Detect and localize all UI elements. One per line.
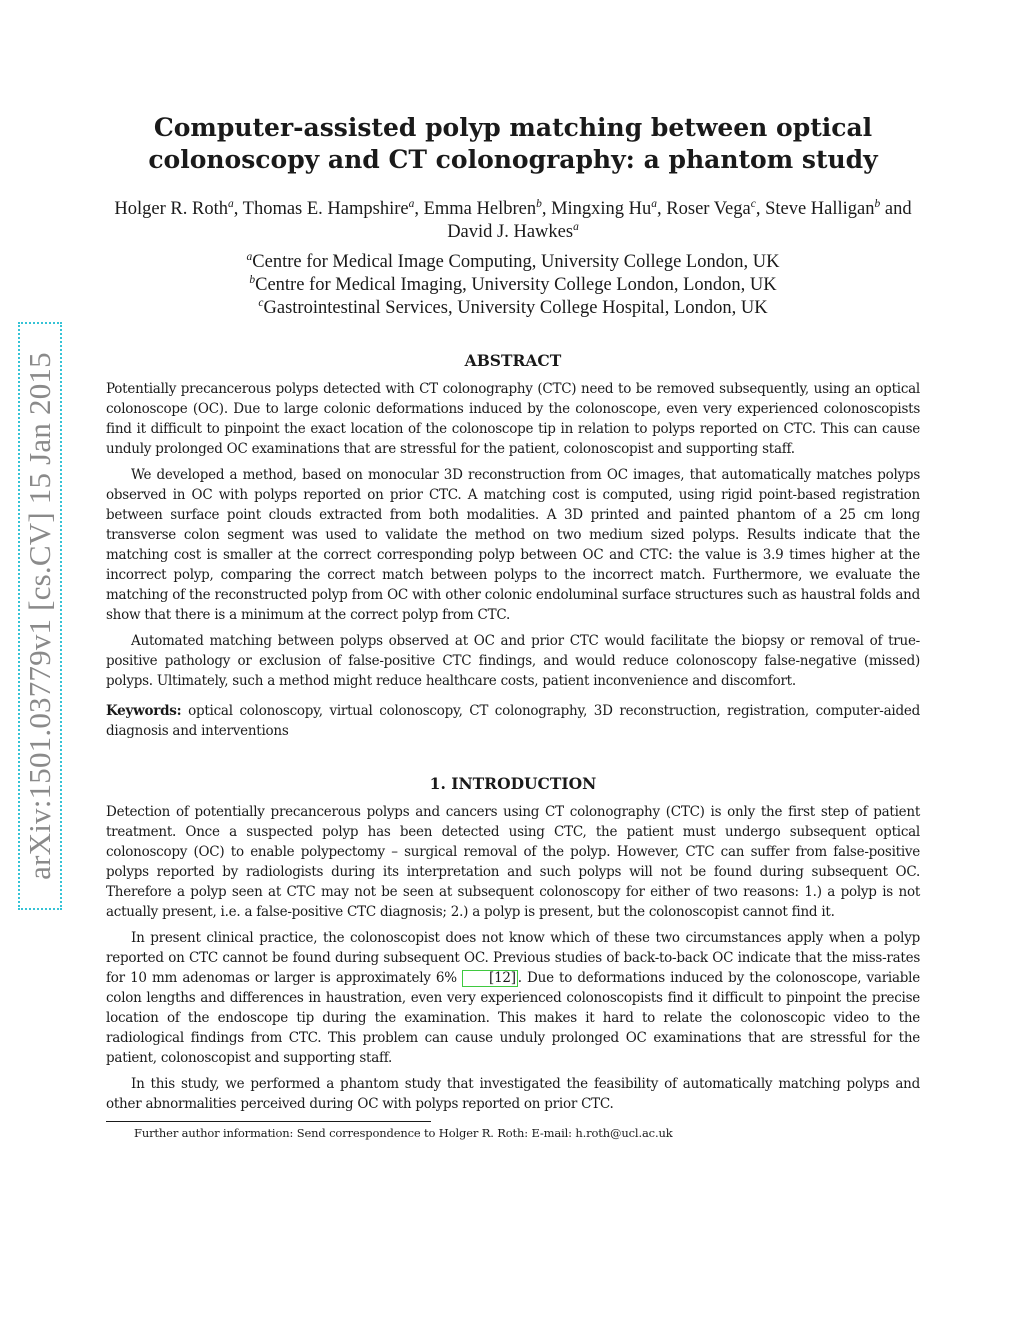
- footnote: Further author information: Send correspondence to Holger R. Roth: E-mail: h.roth@ucl.ac.uk: [134, 1126, 673, 1140]
- author-7: David J. Hawkes$^a$: [447, 220, 579, 242]
- keywords-text: optical colonoscopy, virtual colonoscopy, CT colonography, 3D reconstruction, registration, computer-aided diagnosis and interventions: [106, 703, 920, 739]
- arxiv-identifier: arXiv:1501.03779v1 [cs.CV] 15 Jan 2015: [22, 352, 57, 880]
- affiliation-b: $^b$Centre for Medical Imaging, University College London, London, UK: [249, 273, 777, 295]
- keywords-label: Keywords:: [106, 703, 182, 719]
- author-6: Steve Halligan$^b$ and: [765, 197, 912, 219]
- abstract-heading: ABSTRACT: [464, 351, 562, 370]
- introduction-paragraph-3: In this study, we performed a phantom study that investigated the feasibility of automatically matching polyps and other abnormalities perceived during OC with polyps reported on prior CTC.: [106, 1076, 920, 1112]
- paper-page: [106, 112, 920, 1141]
- author-2: Thomas E. Hampshire$^a$,: [242, 197, 424, 219]
- affiliation-a: $^a$Centre for Medical Image Computing, University College London, UK: [246, 250, 780, 272]
- abstract-paragraph-2: We developed a method, based on monocular 3D reconstruction from OC images, that automatically matches polyps observed in OC with polyps reported on prior CTC. A matching cost is computed, using rigid point-based registration between surface point clouds extracted from both modalities. A 3D printed and painted phantom of a 25 cm long transverse colon segment was used to validate the method on two medium sized polyps. Results indicate that the matching cost is smaller at the correct corresponding polyp between OC and CTC: the value is 3.9 times higher at the incorrect polyp, comparing the correct match between polyps to the incorrect match. Furthermore, we evaluate the matching of the reconstructed polyp from OC with other colonic endoluminal surface structures such as haustral folds and show that there is a minimum at the correct polyp from CTC.: [106, 467, 920, 623]
- author-4: Mingxing Hu$^a$,: [551, 197, 667, 219]
- keywords: [106, 701, 920, 741]
- introduction-heading: 1. INTRODUCTION: [429, 774, 597, 793]
- affiliation-c: $^c$Gastrointestinal Services, University College Hospital, London, UK: [258, 296, 768, 318]
- footnote-divider: [106, 1121, 431, 1122]
- introduction-paragraph-2: In present clinical practice, the colonoscopist does not know which of these two circumstances apply when a polyp reported on CTC cannot be found during subsequent OC. Previous studies of back-to-back OC indicate that the miss-rates for 10 mm adenomas or larger is approximately 6% [12] . Due to deformations induced by the colonoscope, variable colon lengths and differences in haustration, even very experienced colonoscopists find it difficult to pinpoint the precise location of the endoscope tip during the examination. This makes it hard to relate the colonoscopic video to the radiological findings from CTC. This problem can cause unduly prolonged OC examinations that are stressful for the patient, colonoscopist and supporting staff.: [106, 930, 920, 1066]
- affiliation-list: [106, 251, 920, 320]
- introduction-paragraph-1: Detection of potentially precancerous polyps and cancers using CT colonography (CTC) is only the first step of patient treatment. Once a suspected polyp has been detected using CTC, the patient must undergo subsequent optical colonoscopy (OC) to enable polypectomy – surgical removal of the polyp. However, CTC can suffer from false-positive polyps reported by radiologists during its interpretation and such polyps will not be found during subsequent OC. Therefore a polyp seen at CTC may not be seen at subsequent colonoscopy for either of two reasons: 1.) a polyp is not actually present, i.e. a false-positive CTC diagnosis; 2.) a polyp is present, but the colonoscopist cannot find it.: [106, 804, 920, 920]
- abstract-paragraph-3: Automated matching between polyps observed at OC and prior CTC would facilitate the biopsy or removal of true-positive pathology or exclusion of false-positive CTC findings, and would reduce colonoscopy false-negative (missed) polyps. Ultimately, such a method might reduce healthcare costs, patient inconvenience and discomfort.: [106, 633, 920, 689]
- author-5: Roser Vega$^c$,: [666, 197, 766, 219]
- author-1: Holger R. Roth$^a$,: [114, 197, 243, 219]
- author-list: [106, 198, 920, 244]
- abstract-paragraph-1: Potentially precancerous polyps detected with CT colonography (CTC) need to be removed subsequently, using an optical colonoscope (OC). Due to large colonic deformations induced by the colonoscope, even very experienced colonoscopists find it difficult to pinpoint the exact location of the colonoscope tip in relation to polyps reported on CTC. This can cause unduly prolonged OC examinations that are stressful for the patient, colonoscopist and supporting staff.: [106, 381, 920, 457]
- citation-link[interactable]: [12]: [462, 970, 518, 987]
- author-3: Emma Helbren$^b$,: [423, 197, 552, 219]
- arxiv-stamp: [18, 322, 62, 910]
- paper-title: Computer-assisted polyp matching between optical colonoscopy and CT colonography: a phantom study: [148, 113, 878, 174]
